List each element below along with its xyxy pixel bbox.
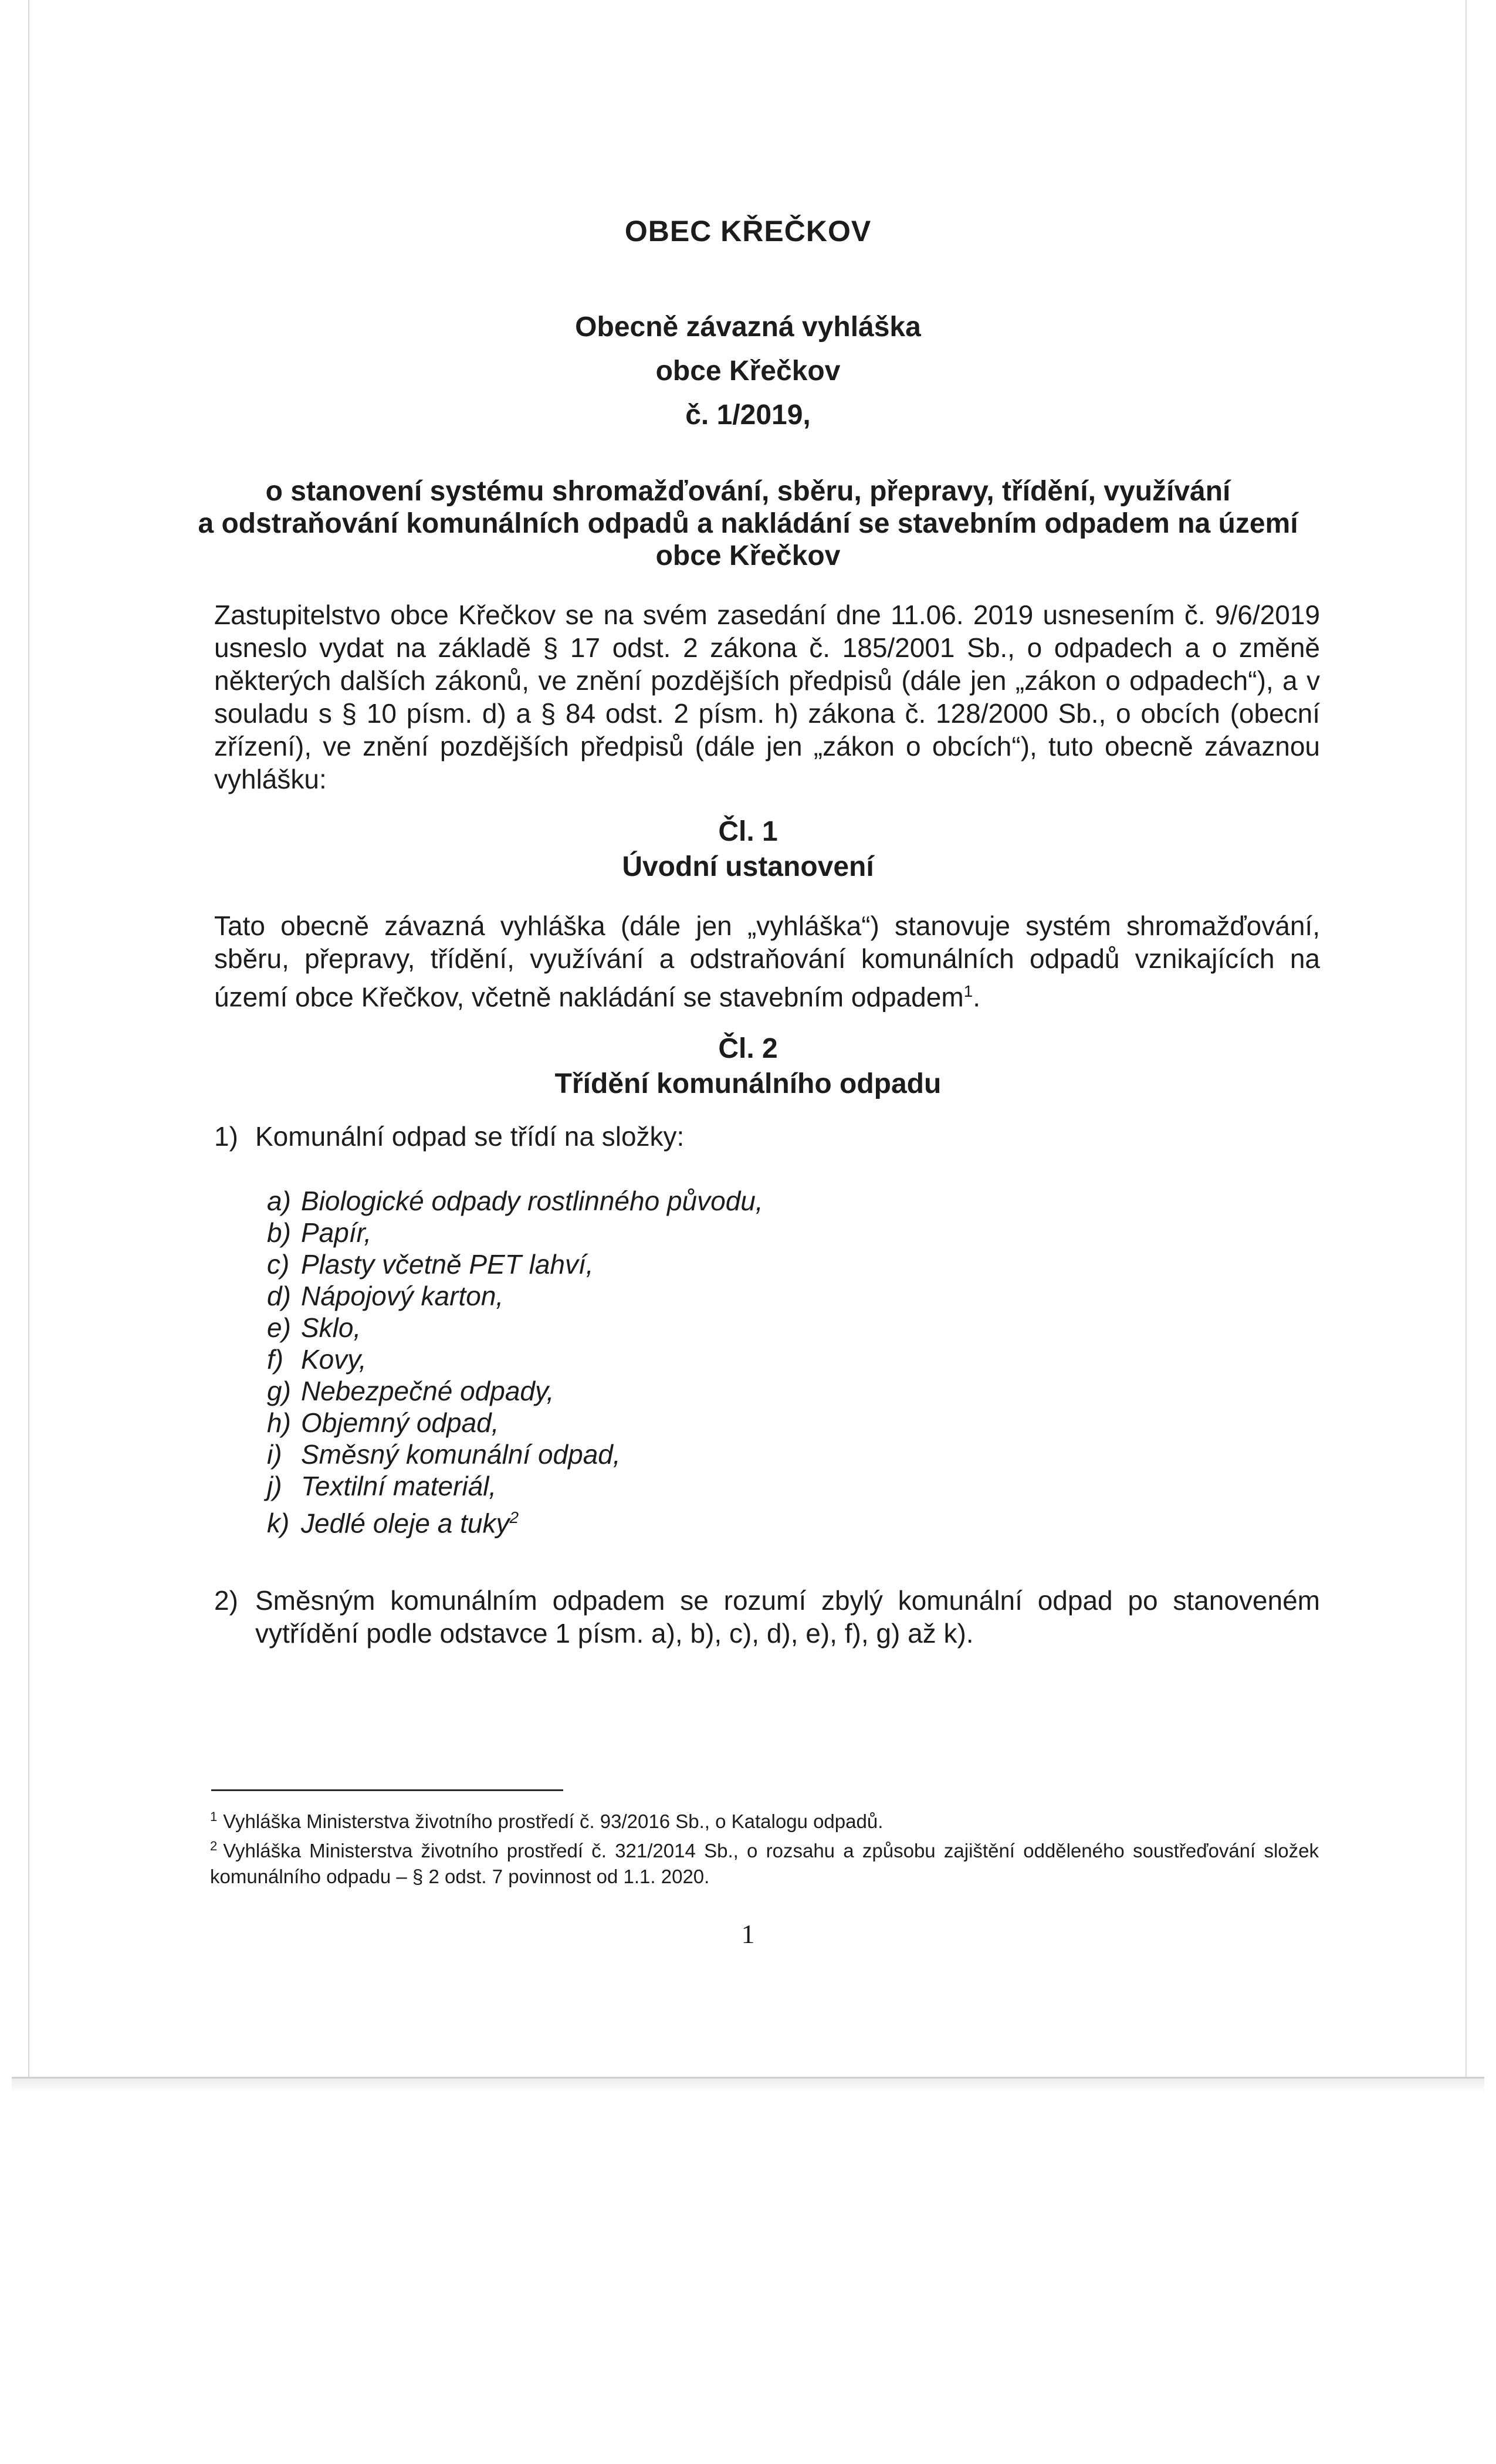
article-1-text: Tato obecně závazná vyhláška (dále jen „vyhláška“) stanovuje systém shromažďování, sběru, přepravy, třídění, využívání a odstraňování komunálních odpadů vznikajících na území obce Křečkov, včetně nakládání se stavebním odpadem — [214, 911, 1320, 1013]
list-item — [267, 1343, 763, 1375]
list-item — [267, 1280, 763, 1312]
subtitle-line-1: o stanovení systému shromažďování, sběru, přepravy, třídění, využívání — [265, 476, 1231, 507]
list-text: Objemný odpad, — [301, 1407, 499, 1438]
list-letter: j) — [267, 1471, 282, 1501]
list-text: Kovy, — [301, 1344, 367, 1375]
list-letter: i) — [267, 1439, 282, 1470]
article-1-number: Čl. 1 — [718, 816, 778, 847]
list-item — [267, 1217, 763, 1248]
list-text: Nebezpečné odpady, — [301, 1376, 554, 1406]
footnote-1-mark: 1 — [210, 1809, 218, 1824]
list-letter: h) — [267, 1407, 291, 1438]
list-letter: g) — [267, 1376, 291, 1406]
article-2-title: Třídění komunálního odpadu — [554, 1068, 942, 1099]
footnote-2-mark: 2 — [210, 1839, 218, 1853]
list-text: Biologické odpady rostlinného původu, — [301, 1186, 763, 1216]
list-item — [267, 1502, 763, 1539]
footnote-1-text: Vyhláška Ministerstva životního prostředí č. 93/2016 Sb., o Katalogu odpadů. — [223, 1810, 884, 1832]
list-item — [267, 1439, 763, 1470]
title-line-1: Obecně závazná vyhláška — [575, 312, 921, 343]
subtitle-line-3: obce Křečkov — [655, 540, 841, 571]
footnote-ref-2: 2 — [509, 1508, 519, 1527]
list-letter: a) — [267, 1186, 291, 1216]
article-2-number: Čl. 2 — [718, 1033, 778, 1064]
page-bottom-shadow — [12, 2079, 1484, 2093]
list-text: Směsný komunální odpad, — [301, 1439, 621, 1470]
municipality-heading: OBEC KŘEČKOV — [624, 215, 872, 248]
item-1-text: Komunální odpad se třídí na složky: — [255, 1121, 685, 1152]
list-item — [267, 1248, 763, 1280]
waste-categories-list — [267, 1185, 763, 1539]
list-text: Nápojový karton, — [301, 1281, 504, 1311]
list-text: Papír, — [301, 1217, 372, 1248]
list-text: Plasty včetně PET lahví, — [301, 1249, 594, 1280]
subtitle-line-2: a odstraňování komunálních odpadů a nakládání se stavebním odpadem na území — [198, 508, 1298, 539]
list-item — [267, 1185, 763, 1217]
footnote-ref-1: 1 — [963, 982, 973, 1000]
page-number: 1 — [741, 1919, 755, 1949]
list-letter: b) — [267, 1217, 291, 1248]
footnote-divider — [211, 1789, 563, 1791]
list-letter: k) — [267, 1508, 290, 1539]
footnote-2-text: Vyhláška Ministerstva životního prostředí č. 321/2014 Sb., o rozsahu a způsobu zajištění odděleného soustřeďování složek komunálního odpadu – § 2 odst. 7 povinnost od 1.1. 2020. — [210, 1840, 1319, 1887]
intro-paragraph: Zastupitelstvo obce Křečkov se na svém zasedání dne 11.06. 2019 usnesením č. 9/6/2019 usneslo vydat na základě § 17 odst. 2 zákona č. 185/2001 Sb., o odpadech a o změně některých dalších zákonů, ve znění pozdějších předpisů (dále jen „zákon o odpadech“), a v souladu s § 10 písm. d) a § 84 odst. 2 písm. h) zákona č. 128/2000 Sb., o obcích (obecní zřízení), ve znění pozdějších předpisů (dále jen „zákon o obcích“), tuto obecně závaznou vyhlášku: — [214, 600, 1320, 794]
list-letter: f) — [267, 1344, 284, 1375]
title-line-2: obce Křečkov — [655, 356, 841, 387]
footnote-1 — [210, 1804, 883, 1835]
list-text: Sklo, — [301, 1312, 361, 1343]
list-text: Textilní materiál, — [301, 1471, 497, 1501]
title-line-3: č. 1/2019, — [685, 400, 811, 431]
list-item — [267, 1407, 763, 1439]
article-1-paragraph — [214, 909, 1320, 1013]
list-item — [267, 1470, 763, 1502]
list-letter: c) — [267, 1249, 290, 1280]
list-item — [267, 1312, 763, 1343]
article-2-item-1 — [214, 1121, 684, 1152]
article-1-text-end: . — [973, 981, 981, 1013]
list-letter: e) — [267, 1312, 291, 1343]
footnote-2 — [210, 1833, 1319, 1890]
item-2-text: Směsným komunálním odpadem se rozumí zbylý komunální odpad po stanoveném vytřídění podle odstavce 1 písm. a), b), c), d), e), f), g) až k). — [255, 1585, 1320, 1649]
list-item — [267, 1375, 763, 1407]
article-1-title: Úvodní ustanovení — [622, 851, 874, 882]
item-2-number: 2) — [214, 1585, 238, 1616]
list-text: Jedlé oleje a tuky — [301, 1508, 510, 1539]
list-letter: d) — [267, 1281, 291, 1311]
item-1-number: 1) — [214, 1121, 238, 1152]
